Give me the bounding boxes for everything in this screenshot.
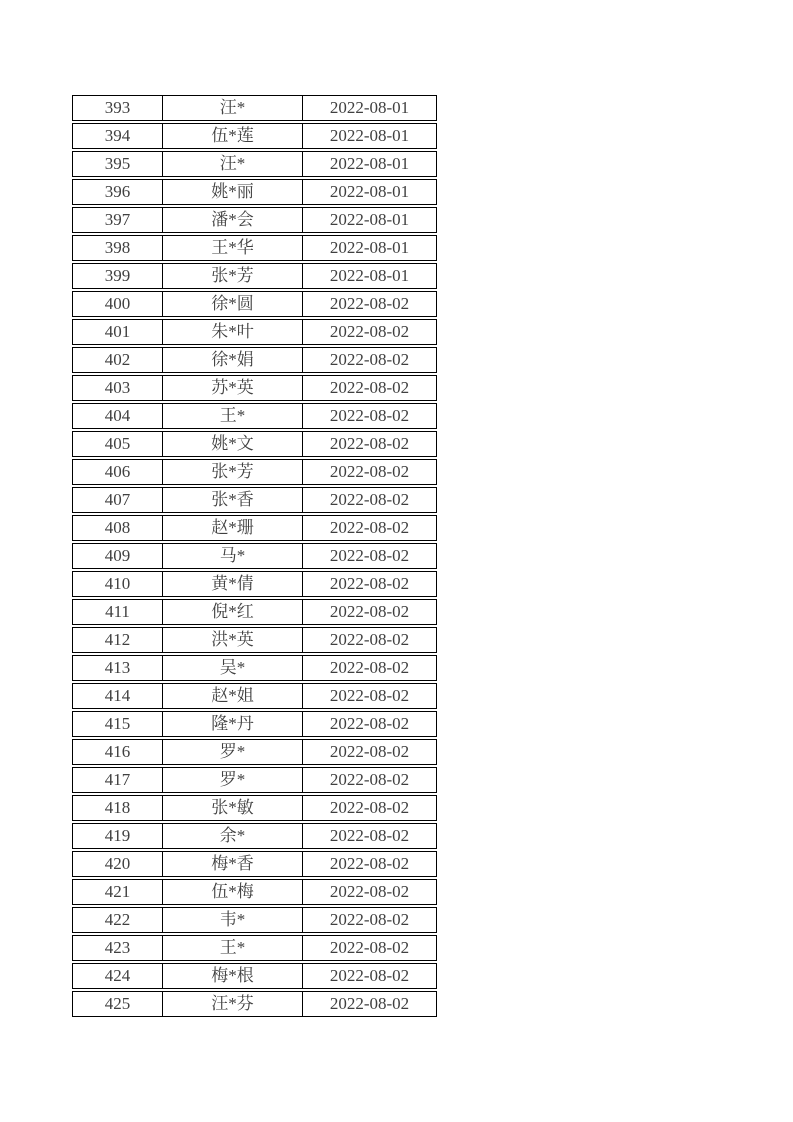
row-date-cell: 2022-08-01 — [302, 179, 437, 205]
row-name-cell: 张*敏 — [162, 795, 302, 821]
row-name-cell: 赵*姐 — [162, 683, 302, 709]
table-row — [72, 235, 437, 261]
table-row — [72, 263, 437, 289]
row-name-cell: 姚*文 — [162, 431, 302, 457]
row-name-cell: 王*华 — [162, 235, 302, 261]
table-row — [72, 515, 437, 541]
row-date-cell: 2022-08-02 — [302, 291, 437, 317]
table-row — [72, 291, 437, 317]
row-name-cell: 王* — [162, 935, 302, 961]
table-row — [72, 95, 437, 121]
table-row — [72, 459, 437, 485]
row-date-cell: 2022-08-02 — [302, 711, 437, 737]
row-index-cell: 393 — [72, 95, 162, 121]
table-row — [72, 627, 437, 653]
row-date-cell: 2022-08-02 — [302, 319, 437, 345]
row-date-cell: 2022-08-02 — [302, 599, 437, 625]
row-date-cell: 2022-08-02 — [302, 767, 437, 793]
row-index-cell: 401 — [72, 319, 162, 345]
row-index-cell: 418 — [72, 795, 162, 821]
table-row — [72, 991, 437, 1017]
row-index-cell: 416 — [72, 739, 162, 765]
row-name-cell: 姚*丽 — [162, 179, 302, 205]
row-index-cell: 420 — [72, 851, 162, 877]
registration-table — [72, 93, 437, 1019]
row-date-cell: 2022-08-01 — [302, 151, 437, 177]
row-date-cell: 2022-08-02 — [302, 375, 437, 401]
table-row — [72, 543, 437, 569]
row-name-cell: 赵*珊 — [162, 515, 302, 541]
table-row — [72, 207, 437, 233]
table-row — [72, 319, 437, 345]
table-row — [72, 795, 437, 821]
table-row — [72, 963, 437, 989]
row-name-cell: 王* — [162, 403, 302, 429]
row-date-cell: 2022-08-01 — [302, 207, 437, 233]
table-row — [72, 403, 437, 429]
row-date-cell: 2022-08-02 — [302, 823, 437, 849]
row-index-cell: 403 — [72, 375, 162, 401]
row-index-cell: 409 — [72, 543, 162, 569]
row-name-cell: 梅*香 — [162, 851, 302, 877]
row-name-cell: 罗* — [162, 767, 302, 793]
table-row — [72, 151, 437, 177]
table-row — [72, 487, 437, 513]
row-name-cell: 梅*根 — [162, 963, 302, 989]
row-index-cell: 424 — [72, 963, 162, 989]
row-name-cell: 潘*会 — [162, 207, 302, 233]
row-name-cell: 洪*英 — [162, 627, 302, 653]
row-name-cell: 朱*叶 — [162, 319, 302, 345]
row-index-cell: 394 — [72, 123, 162, 149]
row-date-cell: 2022-08-01 — [302, 95, 437, 121]
row-index-cell: 399 — [72, 263, 162, 289]
row-date-cell: 2022-08-02 — [302, 431, 437, 457]
row-index-cell: 396 — [72, 179, 162, 205]
table-row — [72, 907, 437, 933]
row-index-cell: 425 — [72, 991, 162, 1017]
table-row — [72, 375, 437, 401]
row-date-cell: 2022-08-02 — [302, 683, 437, 709]
row-date-cell: 2022-08-02 — [302, 879, 437, 905]
row-name-cell: 隆*丹 — [162, 711, 302, 737]
row-date-cell: 2022-08-02 — [302, 655, 437, 681]
row-index-cell: 419 — [72, 823, 162, 849]
row-name-cell: 汪*芬 — [162, 991, 302, 1017]
row-index-cell: 400 — [72, 291, 162, 317]
row-index-cell: 421 — [72, 879, 162, 905]
row-index-cell: 405 — [72, 431, 162, 457]
row-date-cell: 2022-08-02 — [302, 739, 437, 765]
table-row — [72, 739, 437, 765]
row-name-cell: 张*芳 — [162, 263, 302, 289]
row-index-cell: 408 — [72, 515, 162, 541]
row-index-cell: 410 — [72, 571, 162, 597]
row-name-cell: 黄*倩 — [162, 571, 302, 597]
table-row — [72, 935, 437, 961]
row-index-cell: 398 — [72, 235, 162, 261]
table-row — [72, 767, 437, 793]
row-date-cell: 2022-08-02 — [302, 347, 437, 373]
row-name-cell: 徐*娟 — [162, 347, 302, 373]
row-name-cell: 余* — [162, 823, 302, 849]
row-name-cell: 苏*英 — [162, 375, 302, 401]
row-index-cell: 422 — [72, 907, 162, 933]
row-index-cell: 423 — [72, 935, 162, 961]
row-index-cell: 406 — [72, 459, 162, 485]
row-name-cell: 伍*梅 — [162, 879, 302, 905]
table-row — [72, 347, 437, 373]
table-row — [72, 655, 437, 681]
row-date-cell: 2022-08-01 — [302, 263, 437, 289]
row-date-cell: 2022-08-02 — [302, 487, 437, 513]
table-row — [72, 571, 437, 597]
table-row — [72, 179, 437, 205]
row-date-cell: 2022-08-01 — [302, 235, 437, 261]
row-name-cell: 吴* — [162, 655, 302, 681]
row-name-cell: 倪*红 — [162, 599, 302, 625]
row-index-cell: 395 — [72, 151, 162, 177]
row-index-cell: 407 — [72, 487, 162, 513]
row-date-cell: 2022-08-02 — [302, 963, 437, 989]
table-row — [72, 683, 437, 709]
registration-table-body — [72, 95, 437, 1017]
row-name-cell: 汪* — [162, 151, 302, 177]
row-index-cell: 413 — [72, 655, 162, 681]
table-row — [72, 823, 437, 849]
row-name-cell: 徐*圆 — [162, 291, 302, 317]
row-date-cell: 2022-08-02 — [302, 907, 437, 933]
row-index-cell: 402 — [72, 347, 162, 373]
row-date-cell: 2022-08-02 — [302, 851, 437, 877]
row-name-cell: 马* — [162, 543, 302, 569]
row-index-cell: 404 — [72, 403, 162, 429]
row-name-cell: 韦* — [162, 907, 302, 933]
table-row — [72, 879, 437, 905]
row-index-cell: 411 — [72, 599, 162, 625]
row-index-cell: 414 — [72, 683, 162, 709]
row-date-cell: 2022-08-02 — [302, 991, 437, 1017]
table-row — [72, 599, 437, 625]
row-name-cell: 张*香 — [162, 487, 302, 513]
table-row — [72, 431, 437, 457]
row-date-cell: 2022-08-02 — [302, 571, 437, 597]
row-date-cell: 2022-08-02 — [302, 403, 437, 429]
row-date-cell: 2022-08-02 — [302, 935, 437, 961]
row-name-cell: 张*芳 — [162, 459, 302, 485]
row-index-cell: 397 — [72, 207, 162, 233]
row-date-cell: 2022-08-02 — [302, 543, 437, 569]
row-name-cell: 伍*莲 — [162, 123, 302, 149]
table-row — [72, 711, 437, 737]
row-date-cell: 2022-08-02 — [302, 795, 437, 821]
row-name-cell: 汪* — [162, 95, 302, 121]
table-row — [72, 123, 437, 149]
row-date-cell: 2022-08-02 — [302, 515, 437, 541]
row-date-cell: 2022-08-02 — [302, 627, 437, 653]
row-index-cell: 417 — [72, 767, 162, 793]
row-index-cell: 412 — [72, 627, 162, 653]
row-index-cell: 415 — [72, 711, 162, 737]
row-name-cell: 罗* — [162, 739, 302, 765]
row-date-cell: 2022-08-02 — [302, 459, 437, 485]
table-row — [72, 851, 437, 877]
row-date-cell: 2022-08-01 — [302, 123, 437, 149]
